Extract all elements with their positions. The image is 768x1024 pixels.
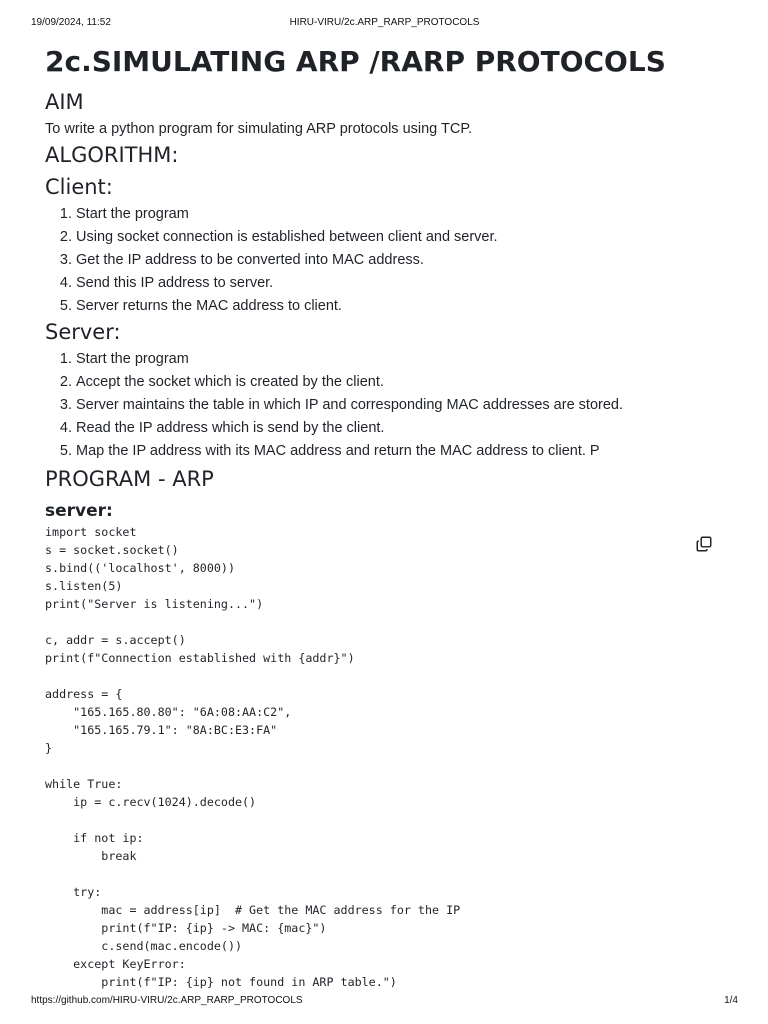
aim-text: To write a python program for simulating ARP protocols using TCP. xyxy=(45,121,473,137)
print-footer xyxy=(31,995,738,1006)
server-code-heading: server: xyxy=(45,501,113,521)
algorithm-heading: ALGORITHM: xyxy=(45,143,179,167)
client-steps-list xyxy=(45,203,725,318)
list-item: 5. Server returns the MAC address to client. xyxy=(76,295,725,318)
list-item: 4. Send this IP address to server. xyxy=(76,272,725,295)
print-url: https://github.com/HIRU-VIRU/2c.ARP_RARP_PROTOCOLS xyxy=(31,995,303,1006)
server-steps-list xyxy=(45,348,725,463)
page-number: 1/4 xyxy=(724,995,738,1006)
list-item: 3. Get the IP address to be converted into MAC address. xyxy=(76,249,725,272)
server-code[interactable]: import socket s = socket.socket() s.bind(('localhost', 8000)) s.listen(5) print("Server is listening...") c, addr = s.accept() print(f"Connection established with {addr}") address = { "165.165.80.80": "6A:08:AA:C2", "165.165.79.1": "8A:BC:E3:FA" } while True: ip = c.recv(1024).decode() if not ip: break try: mac = address[ip] # Get the MAC address for the IP print(f"IP: {ip} -> MAC: {mac}") c.send(mac.encode()) except KeyError: print(f"IP: {ip} not found in ARP table.") xyxy=(45,525,461,989)
list-item: 2. Using socket connection is established between client and server. xyxy=(76,226,725,249)
print-header xyxy=(31,17,738,28)
list-item: 1. Start the program xyxy=(76,203,725,226)
program-heading: PROGRAM - ARP xyxy=(45,467,214,491)
print-datetime: 19/09/2024, 11:52 xyxy=(31,17,111,28)
aim-heading: AIM xyxy=(45,90,84,114)
document-content xyxy=(45,40,725,991)
list-item: 3. Server maintains the table in which IP and corresponding MAC addresses are stored. xyxy=(76,394,725,417)
client-heading: Client: xyxy=(45,175,113,199)
server-heading: Server: xyxy=(45,320,121,344)
list-item: 5. Map the IP address with its MAC address and return the MAC address to client. P xyxy=(76,440,725,463)
list-item: 4. Read the IP address which is send by the client. xyxy=(76,417,725,440)
list-item: 2. Accept the socket which is created by the client. xyxy=(76,371,725,394)
list-item: 1. Start the program xyxy=(76,348,725,371)
code-block xyxy=(45,523,725,991)
page-title: 2c.SIMULATING ARP /RARP PROTOCOLS xyxy=(45,45,666,78)
copy-icon[interactable] xyxy=(695,535,713,553)
print-title: HIRU-VIRU/2c.ARP_RARP_PROTOCOLS xyxy=(289,17,480,28)
